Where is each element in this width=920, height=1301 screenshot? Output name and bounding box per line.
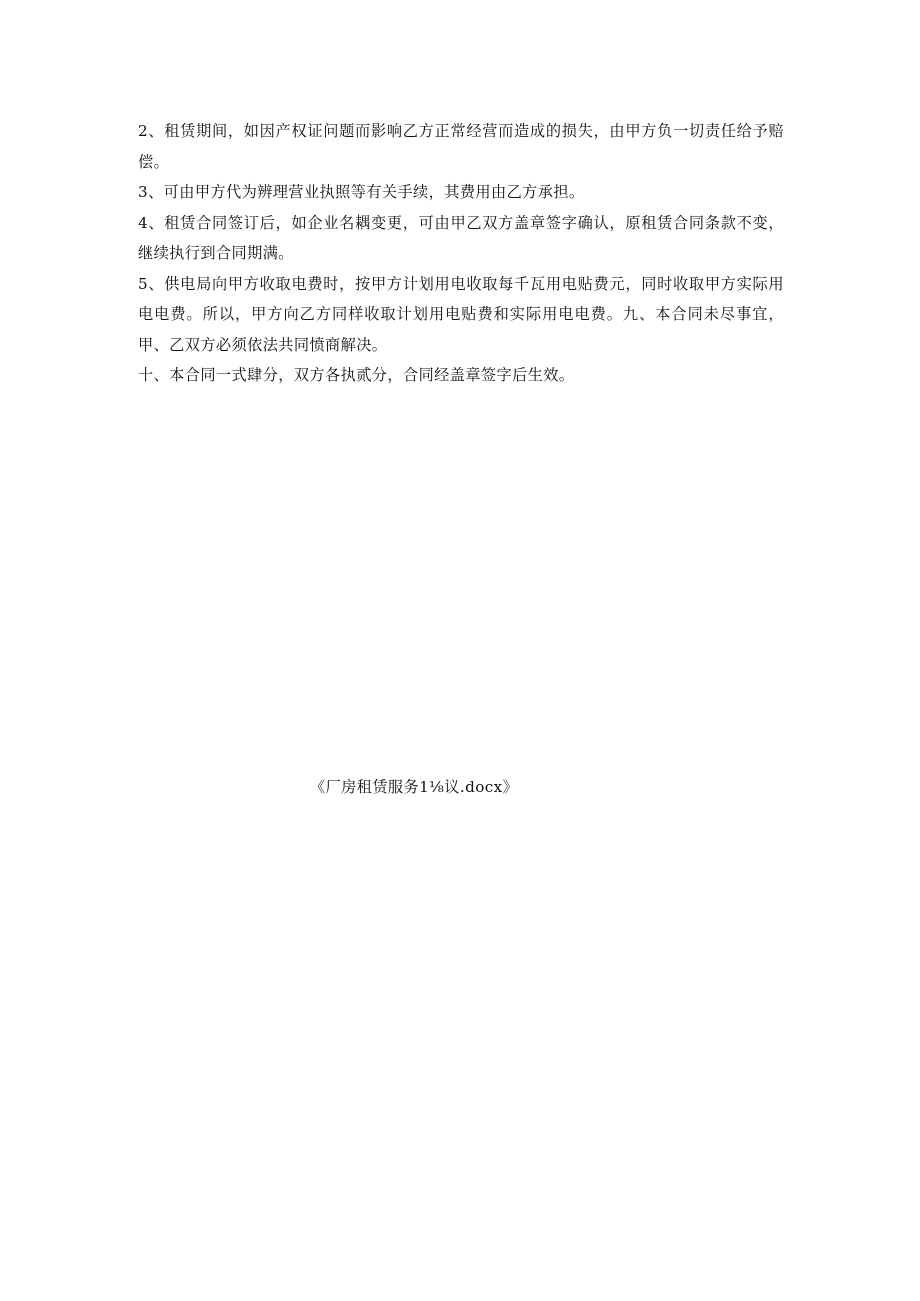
paragraph-clause-2: 2、租赁期间，如因产权证问题而影响乙方正常经营而造成的损失，由甲方负一切责任给予赔偿。 (138, 122, 784, 171)
paragraph-clause-10: 十、本合同一式肆分，双方各执贰分，合同经盖章签字后生效。 (138, 366, 575, 384)
document-body (138, 116, 784, 391)
paragraph-clause-4: 4、租赁合同签订后，如企业名耦变更，可由甲乙双方盖章签字确认，原租赁合同条款不变，继续执行到合同期满。 (138, 213, 784, 262)
paragraph-clause-3: 3、可由甲方代为辨理营业执照等有关手续，其费用由乙方承担。 (138, 183, 585, 201)
document-file-title: 《厂房租赁服务1⅛议.docx》 (310, 778, 519, 796)
paragraph-clause-5: 5、供电局向甲方收取电费时，按甲方计划用电收取每千瓦用电贴费元，同时收取甲方实际用电电费。所以，甲方向乙方同样收取计划用电贴费和实际用电电费。九、本合同未尽事宜，甲、乙双方必须依法共同愤商解决。 (138, 274, 784, 354)
